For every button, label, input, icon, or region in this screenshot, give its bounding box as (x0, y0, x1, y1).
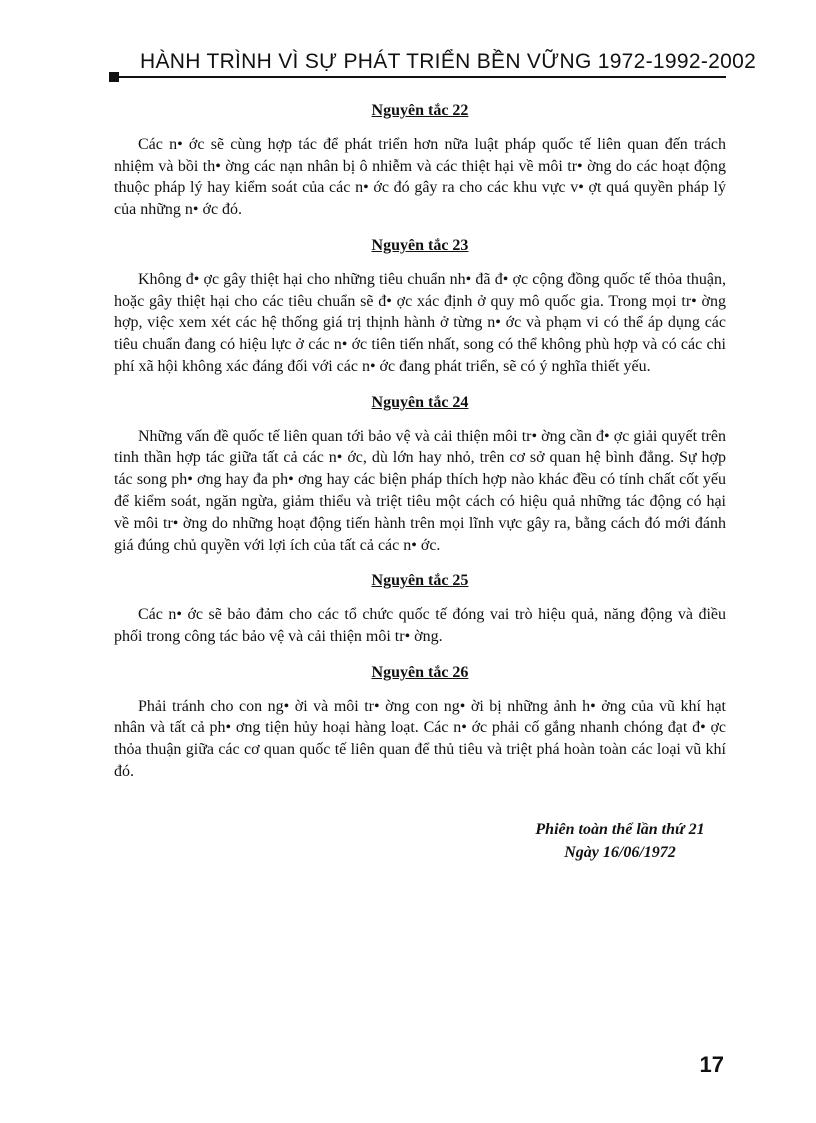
section-title: Nguyên tắc 23 (371, 236, 469, 254)
section-title: Nguyên tắc 24 (371, 393, 469, 411)
section-principle-25 (114, 570, 726, 647)
page-number: 17 (699, 1052, 724, 1077)
section-title: Nguyên tắc 26 (371, 663, 469, 681)
running-header: HÀNH TRÌNH VÌ SỰ PHÁT TRIỂN BỀN VỮNG 1972-1992-2002 (140, 50, 757, 73)
section-paragraph: Các n• ớc sẽ cùng hợp tác để phát triển hơn nữa luật pháp quốc tế liên quan đến trách nhiệm và bồi th• ờng các nạn nhân bị ô nhiễm và các thiệt hại về môi tr• ờng do các hoạt động thuộc pháp lý hay kiểm soát của các n• ớc đó gây ra cho các khu vực v• ợt quá quyền pháp lý của những n• ớc đó. (114, 135, 726, 219)
section-paragraph: Các n• ớc sẽ bảo đảm cho các tổ chức quốc tế đóng vai trò hiệu quả, năng động và điều phối trong công tác bảo vệ và cải thiện môi tr• ờng. (114, 606, 726, 645)
signature-session: Phiên toàn thể lần thứ 21 (535, 821, 705, 838)
section-paragraph: Không đ• ợc gây thiệt hại cho những tiêu chuẩn nh• đã đ• ợc cộng đồng quốc tế thỏa thuận, hoặc gây thiệt hại cho các tiêu chuẩn sẽ đ• ợc xác định ở quy mô quốc gia. Trong mọi tr• ờng hợp, việc xem xét các hệ thống giá trị thịnh hành ở từng n• ớc và phạm vi có thể áp dụng các tiêu chuẩn đang có hiệu lực ở các n• ớc tiên tiến nhất, song có thể không phù hợp và có các chi phí xã hội không xác đáng đối với các n• ớc đang phát triển, sẽ có ý nghĩa thiết yếu. (114, 270, 726, 375)
section-principle-23 (114, 235, 726, 378)
section-title: Nguyên tắc 25 (371, 572, 469, 590)
signature-block (490, 818, 750, 864)
section-paragraph: Phải tránh cho con ng• ời và môi tr• ờng con ng• ời bị những ảnh h• ởng của vũ khí hạt nhân và tất cả ph• ơng tiện hủy hoại hàng loạt. Các n• ớc phải cố gắng nhanh chóng đạt đ• ợc thỏa thuận giữa các cơ quan quốc tế liên quan để thủ tiêu và triệt phá hoàn toàn các loại vũ khí đó. (114, 697, 726, 780)
section-title: Nguyên tắc 22 (371, 102, 469, 119)
section-principle-26 (114, 662, 726, 783)
section-principle-24 (114, 392, 726, 557)
page-body (114, 100, 726, 797)
section-principle-22 (114, 100, 726, 221)
signature-date: Ngày 16/06/1972 (564, 844, 676, 861)
section-paragraph: Những vấn đề quốc tế liên quan tới bảo vệ và cải thiện môi tr• ờng cần đ• ợc giải quyết trên tinh thần hợp tác giữa tất cả các n• ớc, dù lớn hay nhỏ, trên cơ sở quan hệ bình đẳng. Sự hợp tác song ph• ơng hay đa ph• ơng hay các biện pháp thích hợp nào khác đều có tính chất cốt yếu để kiểm soát, ngăn ngừa, giảm thiểu và triệt tiêu một cách có hiệu quả những tác động có hại về môi tr• ờng do những hoạt động tiến hành trên mọi lĩnh vực gây ra, bằng cách đó mới đánh giá đúng chủ quyền với lợi ích của tất cả các n• ớc. (114, 427, 726, 554)
header-rule (114, 76, 726, 78)
